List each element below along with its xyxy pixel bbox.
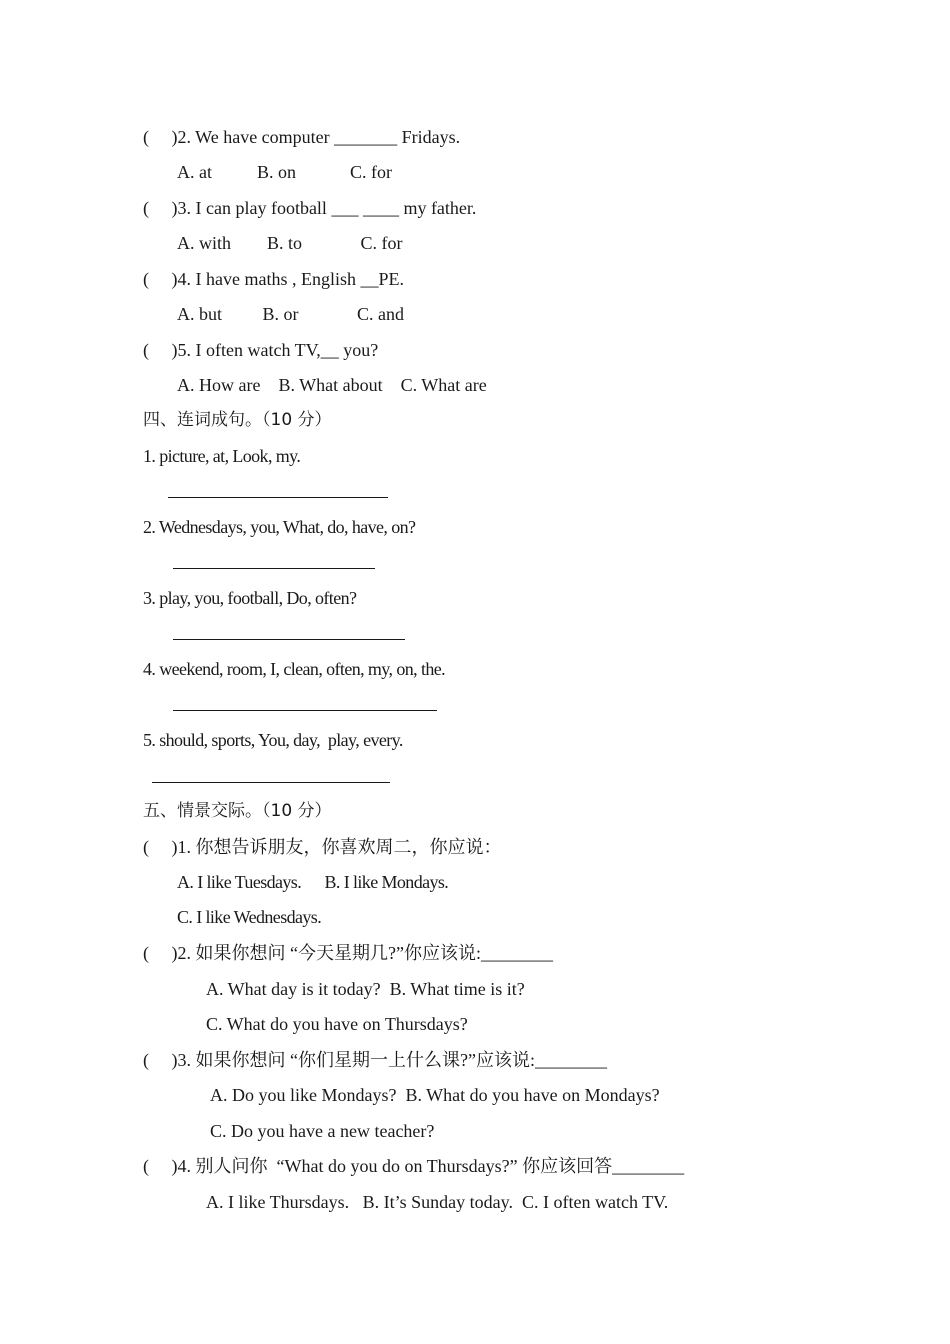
answer-line-2[interactable]	[173, 568, 375, 569]
sentence-item-3: 3. play, you, football, Do, often?	[143, 588, 357, 608]
question-5-options: A. How are B. What about C. What are	[177, 375, 487, 395]
answer-line-3[interactable]	[173, 639, 405, 640]
section-5-heading: 五、情景交际。（10 分）	[143, 801, 332, 821]
situation-1-options-ab: A. I like Tuesdays. B. I like Mondays.	[177, 872, 449, 892]
situation-4-options: A. I like Thursdays. B. It’s Sunday today. C. I often watch TV.	[206, 1192, 669, 1212]
sentence-item-1: 1. picture, at, Look, my.	[143, 446, 301, 466]
question-3-options: A. with B. to C. for	[177, 233, 403, 253]
question-3-stem: ( )3. I can play football ___ ____ my father.	[143, 198, 477, 218]
sentence-item-4: 4. weekend, room, I, clean, often, my, on, the.	[143, 659, 446, 679]
situation-3-option-c: C. Do you have a new teacher?	[210, 1121, 435, 1141]
situation-1-stem: ( )1. 你想告诉朋友，你喜欢周二，你应说：	[143, 837, 502, 857]
situation-2-options-ab: A. What day is it today? B. What time is it?	[206, 979, 525, 999]
situation-3-stem: ( )3. 如果你想问 “你们星期一上什么课?”应该说:________	[143, 1050, 607, 1070]
situation-1-option-c: C. I like Wednesdays.	[177, 907, 322, 927]
section-4-heading: 四、连词成句。（10 分）	[143, 410, 332, 430]
answer-line-4[interactable]	[173, 710, 437, 711]
question-5-stem: ( )5. I often watch TV,__ you?	[143, 340, 379, 360]
sentence-item-2: 2. Wednesdays, you, What, do, have, on?	[143, 517, 416, 537]
question-4-options: A. but B. or C. and	[177, 304, 404, 324]
answer-line-5[interactable]	[152, 782, 390, 783]
question-2-options: A. at B. on C. for	[177, 162, 392, 182]
situation-2-stem: ( )2. 如果你想问 “今天星期几?”你应该说:________	[143, 943, 553, 963]
situation-4-stem: ( )4. 别人问你 “What do you do on Thursdays?” 你应该回答________	[143, 1156, 685, 1176]
situation-3-options-ab: A. Do you like Mondays? B. What do you have on Mondays?	[210, 1085, 660, 1105]
question-4-stem: ( )4. I have maths , English __PE.	[143, 269, 404, 289]
situation-2-option-c: C. What do you have on Thursdays?	[206, 1014, 468, 1034]
sentence-item-5: 5. should, sports, You, day, play, every.	[143, 730, 403, 750]
answer-line-1[interactable]	[168, 497, 388, 498]
question-2-stem: ( )2. We have computer _______ Fridays.	[143, 127, 461, 147]
